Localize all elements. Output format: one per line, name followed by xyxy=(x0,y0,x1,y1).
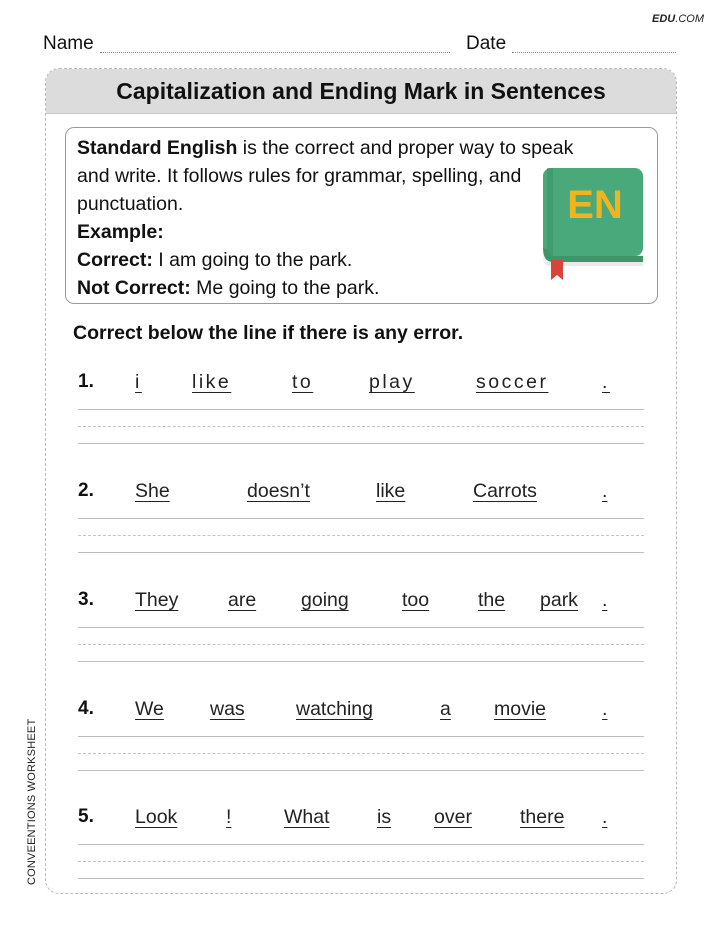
sentence-item-2 xyxy=(46,478,676,578)
writing-line[interactable] xyxy=(78,844,644,845)
writing-guide-line xyxy=(78,535,644,536)
info-text xyxy=(77,134,607,302)
instruction-text: Correct below the line if there is any error. xyxy=(73,322,464,344)
writing-line[interactable] xyxy=(78,878,644,879)
sentence-word: Carrots xyxy=(473,480,537,502)
sentence-word: She xyxy=(135,480,170,502)
name-field-line[interactable] xyxy=(100,52,450,53)
sentence-word: over xyxy=(434,806,472,828)
writing-line[interactable] xyxy=(78,627,644,628)
sentence-item-3 xyxy=(46,587,676,687)
sentence-word: is xyxy=(377,806,392,828)
sentence-word: movie xyxy=(494,698,547,720)
sentence-word: soccer xyxy=(476,371,549,393)
book-label: EN xyxy=(567,183,623,227)
sentence-item-4 xyxy=(46,696,676,796)
sentence-word: park xyxy=(540,589,578,611)
correct-label: Correct: xyxy=(77,249,153,271)
sentence-word: there xyxy=(520,806,565,828)
sentence-word: They xyxy=(135,589,179,611)
sentence-word: to xyxy=(292,371,314,393)
writing-guide-line xyxy=(78,861,644,862)
sentence-word: . xyxy=(602,589,608,611)
worksheet-card xyxy=(45,68,677,894)
sentence-word: are xyxy=(228,589,257,611)
worksheet-title: Capitalization and Ending Mark in Sentences xyxy=(46,69,676,114)
sentence-word: i xyxy=(135,371,142,393)
info-box xyxy=(65,127,658,304)
writing-line[interactable] xyxy=(78,661,644,662)
sentence-word: the xyxy=(478,589,506,611)
sentence-word: watching xyxy=(296,698,373,720)
info-definition: is the correct and proper way to speak and write. It follows rules for grammar, spelling, and punctuation. xyxy=(77,137,574,215)
sentence-word: . xyxy=(602,480,608,502)
writing-line[interactable] xyxy=(78,443,644,444)
writing-line[interactable] xyxy=(78,770,644,771)
side-label: CONVEENTIONS WORKSHEET xyxy=(26,718,38,885)
info-term: Standard English xyxy=(77,137,238,159)
writing-guide-line xyxy=(78,753,644,754)
writing-guide-line xyxy=(78,426,644,427)
not-correct-text: Me going to the park. xyxy=(190,277,380,299)
sentence-item-1 xyxy=(46,369,676,469)
sentence-word: . xyxy=(602,698,608,720)
sentence-word: ! xyxy=(226,806,232,828)
example-label: Example: xyxy=(77,221,164,243)
not-correct-label: Not Correct: xyxy=(77,277,191,299)
sentence-word: going xyxy=(301,589,349,611)
brand-logo: EDU.COM xyxy=(652,13,704,25)
sentence-word: What xyxy=(284,806,330,828)
name-label: Name xyxy=(43,33,94,54)
item-number: 5. xyxy=(78,806,94,827)
writing-line[interactable] xyxy=(78,736,644,737)
sentence-word: play xyxy=(369,371,415,393)
item-number: 1. xyxy=(78,371,94,392)
sentence-word: too xyxy=(402,589,430,611)
sentence-item-5 xyxy=(46,804,676,894)
sentence-word: . xyxy=(602,371,610,393)
sentence-word: was xyxy=(210,698,245,720)
sentence-word: like xyxy=(192,371,232,393)
sentence-word: a xyxy=(440,698,451,720)
sentence-word: like xyxy=(376,480,406,502)
date-field-line[interactable] xyxy=(512,52,676,53)
item-number: 3. xyxy=(78,589,94,610)
book-icon xyxy=(537,162,647,282)
writing-line[interactable] xyxy=(78,518,644,519)
sentence-word: Look xyxy=(135,806,178,828)
writing-line[interactable] xyxy=(78,409,644,410)
sentence-word: doesn’t xyxy=(247,480,310,502)
sentence-word: We xyxy=(135,698,164,720)
item-number: 2. xyxy=(78,480,94,501)
writing-guide-line xyxy=(78,644,644,645)
item-number: 4. xyxy=(78,698,94,719)
date-label: Date xyxy=(466,33,507,54)
writing-line[interactable] xyxy=(78,552,644,553)
correct-text: I am going to the park. xyxy=(152,249,353,271)
sentence-word: . xyxy=(602,806,608,828)
